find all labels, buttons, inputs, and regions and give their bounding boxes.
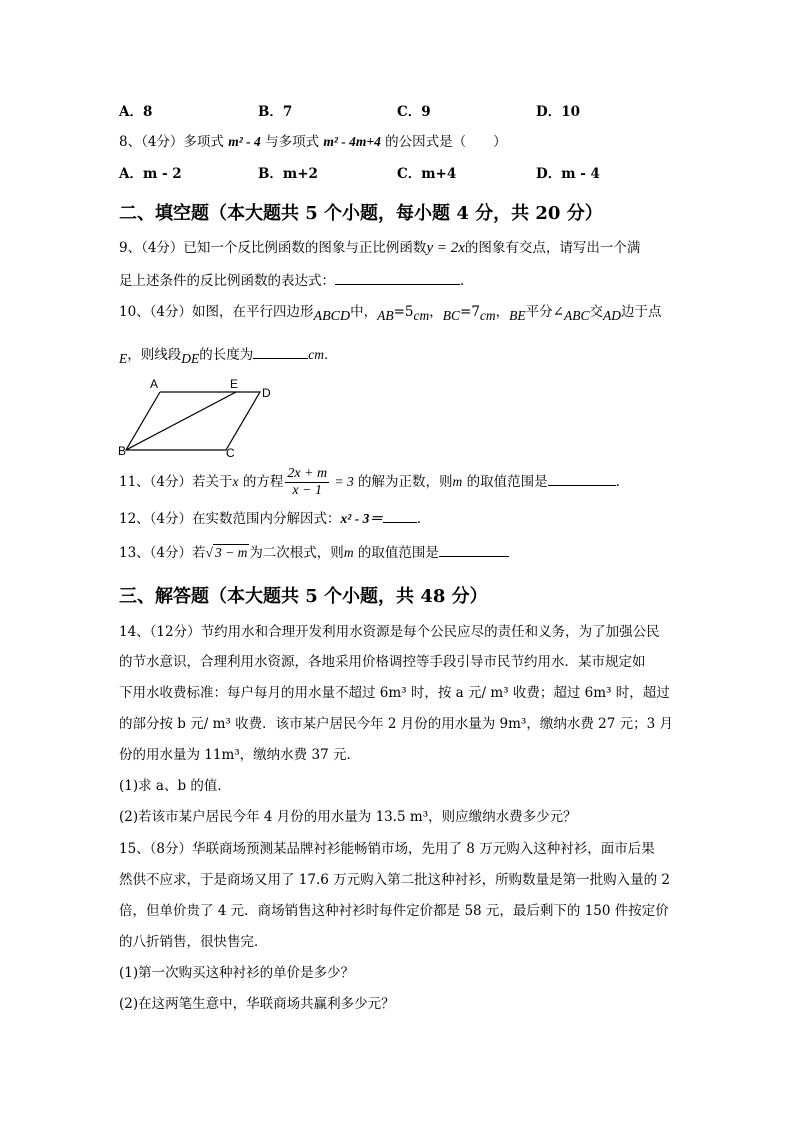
answer-blank — [335, 270, 460, 285]
answer-blank — [548, 471, 616, 486]
question-14-part-1: (1)求 a、b 的值． — [119, 778, 231, 794]
q8-option-d: D．m - 4 — [536, 166, 600, 182]
q8-option-a: A．m - 2 — [119, 166, 182, 182]
question-14-line: 的部分按 b 元/ m³ 收费．该市某户居民今年 2 月份的用水量为 9m³，缴纳水费 27 元；3 月 — [119, 716, 673, 732]
question-10-line-1: 10、（4分）如图，在平行四边形ABCD中，AB=5cm，BC=7cm，BE平分∠ABC交AD边于点 — [119, 304, 662, 324]
square-root: √ 3 − m — [205, 545, 248, 560]
question-14-line: 下用水收费标准：每户每月的用水量不超过 6m³ 时，按 a 元/ m³ 收费；超过 6m³ 时，超过 — [119, 685, 670, 701]
question-15-line: 然供不应求，于是商场又用了 17.6 万元购入第二批这种衬衫，所购数量是第一批购入量的 2 — [119, 872, 671, 888]
question-9-line-1: 9、（4分）已知一个反比例函数的图象与正比例函数y = 2x的图象有交点，请写出一个满 — [119, 240, 641, 256]
figure-label-a: A — [150, 377, 159, 391]
fraction: $\frac{2x + m}{x - 1}$ — [287, 466, 328, 498]
question-13: 13、（4分）若√ 3 − m 为二次根式，则m 的取值范围是 — [119, 542, 509, 563]
question-15-line: 15、（8分）华联商场预测某品牌衬衫能畅销市场，先用了 8 万元购入这种衬衫，面市后果 — [119, 841, 655, 857]
question-12: 12、（4分）在实数范围内分解因式：x² - 3＝ ． — [119, 508, 430, 529]
q7-option-b: B．7 — [258, 104, 293, 120]
figure-label-c: C — [226, 446, 235, 460]
question-10-line-2: E，则线段DE的长度为 cm． — [119, 344, 338, 365]
q8-option-b: B．m+2 — [258, 166, 318, 182]
figure-label-d: D — [262, 386, 271, 400]
figure-label-b: B — [118, 444, 127, 458]
answer-blank — [383, 508, 417, 523]
q7-option-c: C．9 — [397, 104, 431, 120]
question-8: 8、（4分）多项式 m² - 4 与多项式 m² - 4m+4 的公因式是（ ） — [119, 134, 507, 150]
section-2-title: 二、填空题（本大题共 5 个小题，每小题 4 分，共 20 分） — [119, 203, 603, 224]
answer-blank — [439, 542, 509, 557]
question-15-line: 倍，但单价贵了 4 元．商场销售这种衬衫时每件定价都是 58 元，最后剩下的 150 件按定价 — [119, 903, 669, 919]
question-14-part-2: (2)若该市某户居民今年 4 月份的用水量为 13.5 m³，则应缴纳水费多少元？ — [119, 809, 577, 825]
q8-option-c: C．m+4 — [397, 166, 457, 182]
q7-option-a: A．8 — [119, 104, 153, 120]
question-15-part-1: (1)第一次购买这种衬衫的单价是多少？ — [119, 965, 355, 981]
parallelogram-figure — [116, 376, 276, 462]
question-11: 11、（4分）若关于x 的方程 $\frac{2x + m}{x - 1}$ = 3 的解为正数，则m 的取值范围是 ． — [119, 466, 630, 498]
section-3-title: 三、解答题（本大题共 5 个小题，共 48 分） — [119, 586, 488, 607]
question-15-part-2: (2)在这两笔生意中，华联商场共赢利多少元？ — [119, 996, 395, 1012]
question-14-line: 份的用水量为 11m³，缴纳水费 37 元． — [119, 747, 360, 763]
question-15-line: 的八折销售，很快售完． — [119, 934, 268, 950]
question-14-line: 14、（12分）节约用水和合理开发利用水资源是每个公民应尽的责任和义务，为了加强公民 — [119, 624, 660, 640]
question-9-line-2: 足上述条件的反比例函数的表达式： ． — [119, 270, 474, 291]
answer-blank — [253, 344, 308, 359]
figure-label-e: E — [230, 377, 239, 391]
question-14-line: 的节水意识，合理利用水资源，各地采用价格调控等手段引导市民节约用水．某市规定如 — [119, 654, 646, 670]
q7-option-d: D．10 — [536, 104, 580, 120]
parallelogram-abcd — [126, 392, 260, 450]
